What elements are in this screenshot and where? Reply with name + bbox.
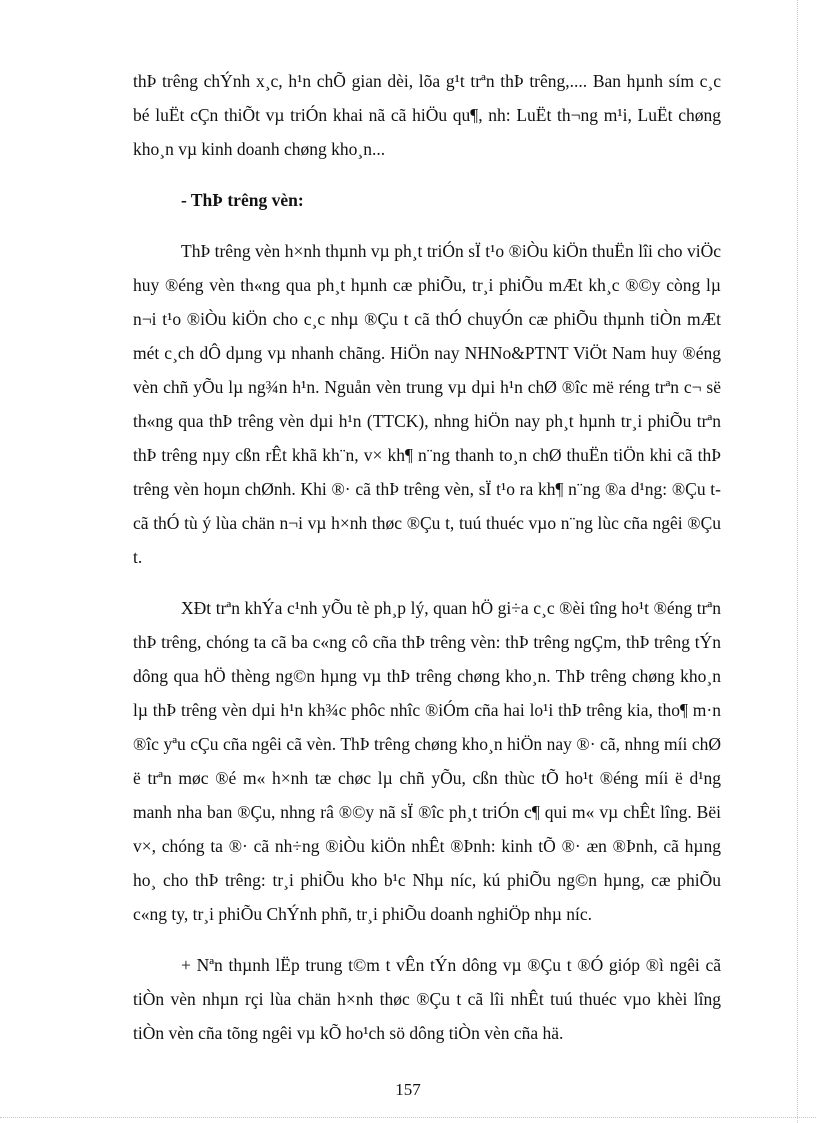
page-edge-right xyxy=(797,0,798,1123)
page-edge-bottom xyxy=(0,1117,816,1118)
paragraph-capital-market: ThÞ trêng vèn h×nh thµnh vµ ph¸t triÓn sÏ t¹o ®iÒu kiÖn thuËn lîi cho viÖc huy ®éng vèn th«ng qua ph¸t hµnh cæ phiÕu, tr¸i phiÕu mÆt kh¸c ®©y còng lµ n¬i t¹o ®iÒu kiÖn cho c¸c nhµ ®Çu t cã thÓ chuyÓn cæ phiÕu thµnh tiÒn mÆt mét c¸ch dÔ dµng vµ nhanh chãng. HiÖn nay NHNo&PTNT ViÖt Nam huy ®éng vèn chñ yÕu lµ ng¾n h¹n. Nguån vèn trung vµ dµi h¹n chØ ®îc më réng trªn c¬ së th«ng qua thÞ trêng vèn dµi h¹n (TTCK), nhng hiÖn nay ph¸t hµnh tr¸i phiÕu trªn thÞ trêng nµy cßn rÊt khã kh¨n, v× kh¶ n¨ng thanh to¸n chØ thuËn tiÖn khi cã thÞ trêng vèn hoµn chØnh. Khi ®· cã thÞ trêng vèn, sÏ t¹o ra kh¶ n¨ng ®a d¹ng: ®Çu t cã thÓ tù ý lùa chän n¬i vµ h×nh thøc ®Çu t, tuú thuéc vµo n¨ng lùc cña ngêi ®Çu t. xyxy=(133,241,721,567)
body-text xyxy=(133,64,721,1067)
paragraph-continuation: thÞ trêng chÝnh x¸c, h¹n chÕ gian dèi, lõa g¹t trªn thÞ trêng,.... Ban hµnh sím c¸c bé luËt cÇn thiÕt vµ triÓn khai nã cã hiÖu qu¶, nh: LuËt th¬ng m¹i, LuËt chøng kho¸n vµ kinh doanh chøng kho¸n... xyxy=(133,71,721,159)
paragraph-advisory-center: + Nªn thµnh lËp trung t©m t vÊn tÝn dông vµ ®Çu t ®Ó gióp ®ì ngêi cã tiÒn vèn nhµn rçi lùa chän h×nh thøc ®Çu t cã lîi nhÊt tuú thuéc vµo khèi lîng tiÒn vèn cña tõng ngêi vµ kÕ ho¹ch sö dông tiÒn vèn cña hä. xyxy=(133,955,721,1043)
section-heading-text: - ThÞ trêng vèn: xyxy=(181,190,304,210)
page-number: 157 xyxy=(395,1080,421,1099)
section-heading xyxy=(133,183,721,217)
paragraph-legal-aspect: XÐt trªn khÝa c¹nh yÕu tè ph¸p lý, quan hÖ gi÷a c¸c ®èi tîng ho¹t ®éng trªn thÞ trêng, chóng ta cã ba c«ng cô cña thÞ trêng vèn: thÞ trêng ngÇm, thÞ trêng tÝn dông qua hÖ thèng ng©n hµng vµ thÞ trêng chøng kho¸n. ThÞ trêng chøng kho¸n lµ thÞ trêng vèn dµi h¹n kh¾c phôc nhîc ®iÓm cña hai lo¹i thÞ trêng kia, tho¶ m·n ®îc yªu cÇu cña ngêi cã vèn. ThÞ trêng chøng kho¸n hiÖn nay ®· cã, nhng míi chØ ë trªn møc ®é m« h×nh tæ chøc lµ chñ yÕu, cßn thùc tÕ ho¹t ®éng míi ë d¹ng manh nha ban ®Çu, nhng râ ®©y nã sÏ ®îc ph¸t triÓn c¶ qui m« vµ chÊt lîng. Bëi v×, chóng ta ®· cã nh÷ng ®iÒu kiÖn nhÊt ®Þnh: kinh tÕ ®· æn ®Þnh, cã hµng ho¸ cho thÞ trêng: tr¸i phiÕu kho b¹c Nhµ níc, kú phiÕu ng©n hµng, cæ phiÕu c«ng ty, tr¸i phiÕu ChÝnh phñ, tr¸i phiÕu doanh nghiÖp nhµ níc. xyxy=(133,598,721,924)
